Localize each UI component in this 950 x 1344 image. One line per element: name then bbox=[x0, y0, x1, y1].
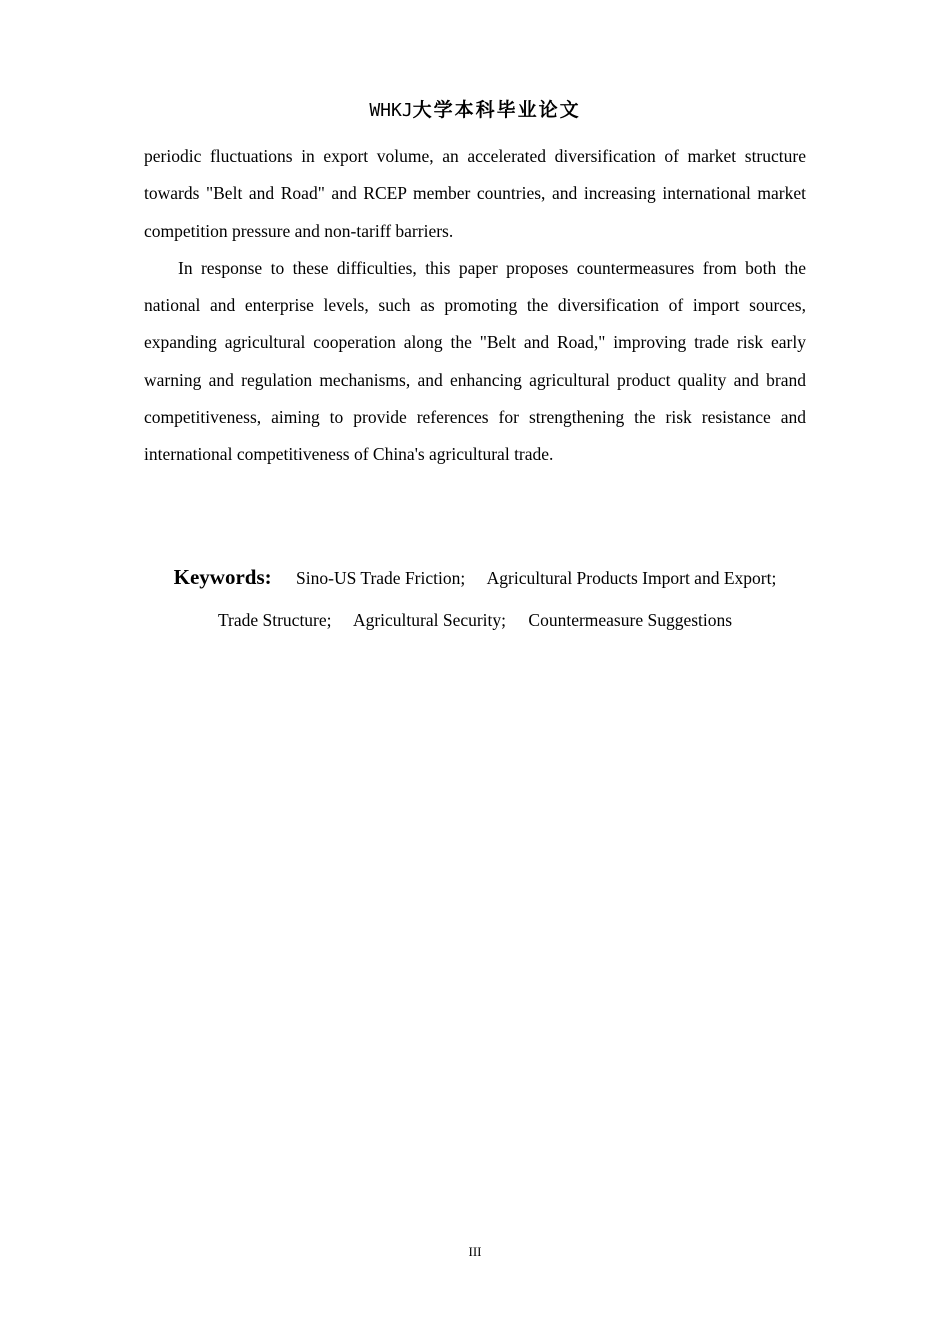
keyword-item: Sino-US Trade Friction; bbox=[296, 568, 466, 588]
keyword-item: Countermeasure Suggestions bbox=[528, 610, 733, 630]
keyword-item: Agricultural Products Import and Export; bbox=[486, 568, 777, 588]
page-header bbox=[0, 96, 950, 125]
header-thesis-title: 大学本科毕业论文 bbox=[412, 99, 581, 121]
keyword-item: Agricultural Security; bbox=[352, 610, 507, 630]
keywords-label: Keywords: bbox=[173, 565, 272, 589]
page-number: III bbox=[468, 1244, 482, 1259]
abstract-body bbox=[144, 138, 806, 474]
abstract-paragraph-continued: periodic fluctuations in export volume, an accelerated diversification of market structure towards "Belt and Road" and RCEP member countries, and increasing international market competition pressure and non-tariff barriers. bbox=[144, 146, 806, 241]
keywords-section bbox=[144, 556, 806, 641]
header-university-code: WHKJ bbox=[369, 100, 413, 121]
keyword-item: Trade Structure; bbox=[217, 610, 332, 630]
abstract-paragraph-countermeasures: In response to these difficulties, this paper proposes countermeasures from both the national and enterprise levels, such as promoting the diversification of import sources, expanding agricultural cooperation along the "Belt and Road," improving trade risk early warning and regulation mechanisms, and enhancing agricultural product quality and brand competitiveness, aiming to provide references for strengthening the risk resistance and international competitiveness of China's agricultural trade. bbox=[144, 257, 806, 465]
